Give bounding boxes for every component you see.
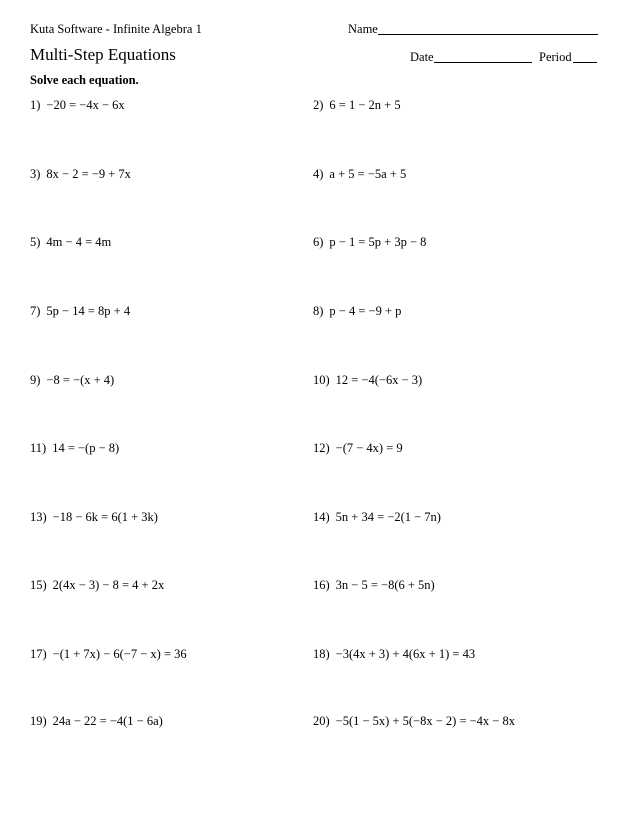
problem-equation: 14 = −(p − 8): [52, 441, 120, 455]
problem-equation: 24a − 22 = −4(1 − 6a): [52, 714, 163, 728]
problem: [30, 235, 111, 250]
problem: [313, 714, 515, 729]
problem: [313, 304, 401, 319]
date-line: [434, 62, 532, 63]
problem-equation: 5n + 34 = −2(1 − 7n): [335, 510, 441, 524]
problem: [30, 167, 131, 182]
page-title: Multi-Step Equations: [30, 45, 176, 64]
problem-equation: a + 5 = −5a + 5: [329, 167, 407, 181]
problem-equation: −5(1 − 5x) + 5(−8x − 2) = −4x − 8x: [335, 714, 515, 728]
problem-equation: −(1 + 7x) − 6(−7 − x) = 36: [52, 647, 187, 661]
problem-equation: −8 = −(x + 4): [46, 373, 115, 387]
problem: [30, 441, 119, 456]
problem-number: 4): [313, 167, 324, 181]
problem: [30, 510, 158, 525]
problem-equation: −18 − 6k = 6(1 + 3k): [52, 510, 158, 524]
problem-number: 1): [30, 98, 41, 112]
date-label: Date: [410, 50, 434, 64]
period-line: [573, 62, 597, 63]
problem-number: 12): [313, 441, 330, 455]
problem-number: 13): [30, 510, 47, 524]
problem-number: 7): [30, 304, 41, 318]
problem-number: 2): [313, 98, 324, 112]
worksheet-source: Kuta Software - Infinite Algebra 1: [30, 22, 202, 36]
problem-equation: 4m − 4 = 4m: [46, 235, 112, 249]
problem: [30, 647, 187, 662]
problem: [313, 98, 401, 113]
problem-equation: p − 4 = −9 + p: [329, 304, 402, 318]
instructions: Solve each equation.: [30, 73, 139, 87]
problem-number: 3): [30, 167, 41, 181]
problem-number: 10): [313, 373, 330, 387]
problem-equation: 5p − 14 = 8p + 4: [46, 304, 131, 318]
problem: [30, 578, 164, 593]
problem-number: 14): [313, 510, 330, 524]
problem-number: 11): [30, 441, 47, 455]
problem: [30, 373, 114, 388]
problem: [313, 510, 441, 525]
problem: [30, 98, 125, 113]
problem-number: 6): [313, 235, 324, 249]
problem-number: 16): [313, 578, 330, 592]
problem: [313, 235, 426, 250]
problem-number: 15): [30, 578, 47, 592]
problem-equation: p − 1 = 5p + 3p − 8: [329, 235, 427, 249]
problem-number: 9): [30, 373, 41, 387]
problem: [30, 714, 163, 729]
problem-number: 19): [30, 714, 47, 728]
period-label: Period: [539, 50, 572, 64]
problem-equation: 3n − 5 = −8(6 + 5n): [335, 578, 435, 592]
problem: [313, 578, 435, 593]
problem: [30, 304, 130, 319]
problem-number: 5): [30, 235, 41, 249]
name-label: Name: [348, 22, 378, 36]
problem-equation: −(7 − 4x) = 9: [335, 441, 403, 455]
problem-number: 18): [313, 647, 330, 661]
problem-equation: 6 = 1 − 2n + 5: [329, 98, 401, 112]
problem-equation: 12 = −4(−6x − 3): [335, 373, 423, 387]
problem: [313, 647, 475, 662]
problem-equation: 2(4x − 3) − 8 = 4 + 2x: [52, 578, 165, 592]
name-line: [378, 34, 598, 35]
problem: [313, 167, 406, 182]
problem-number: 20): [313, 714, 330, 728]
problem-number: 17): [30, 647, 47, 661]
problem-equation: 8x − 2 = −9 + 7x: [46, 167, 131, 181]
problem-number: 8): [313, 304, 324, 318]
problem-equation: −3(4x + 3) + 4(6x + 1) = 43: [335, 647, 476, 661]
problem: [313, 373, 422, 388]
problem: [313, 441, 403, 456]
problem-equation: −20 = −4x − 6x: [46, 98, 125, 112]
